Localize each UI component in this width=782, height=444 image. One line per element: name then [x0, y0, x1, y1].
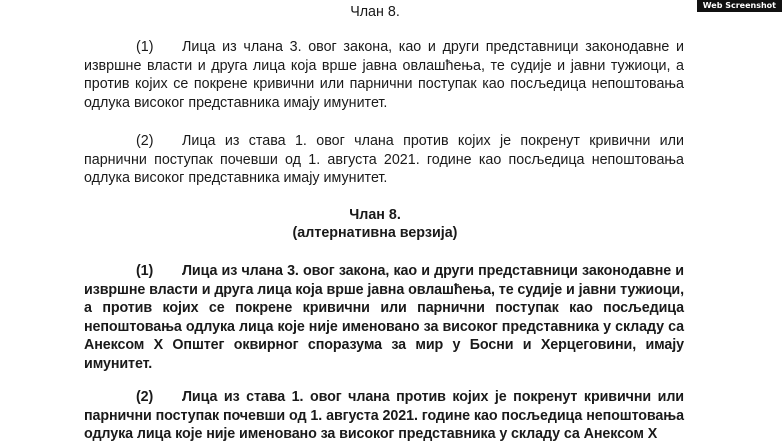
article-paragraph-2 [84, 132, 684, 188]
web-screenshot-badge: Web Screenshot [697, 0, 782, 12]
paragraph-number: (2) [136, 133, 154, 149]
alt-article-title: Члан 8. [349, 207, 401, 223]
alt-article-subtitle: (алтернативна верзија) [292, 225, 458, 241]
paragraph-text: Лица из става 1. овог члана против којих је покренут кривични или парнични поступак почевши од 1. августа 2021. године као посљедица непоштовања одлука лица које није именовано за високог представника у складу са Анексом Х [84, 389, 684, 443]
alt-article-paragraph-2 [84, 388, 684, 444]
paragraph-text: Лица из члана 3. овог закона, као и други представници законодавне и извршне власти и друга лица која врше јавна овлашћења, те судије и јавни тужиоци, а против којих се покрене кривични или парнични поступак као посљедица непоштовања одлука високог представника имају имунитет. [84, 39, 684, 111]
article-title: Члан 8. [350, 4, 400, 20]
paragraph-number: (1) [136, 263, 154, 279]
paragraph-text: Лица из става 1. овог члана против којих је покренут кривични или парнични поступак почевши од 1. августа 2021. године као посљедица непоштовања одлука високог представника имају имунитет. [84, 133, 684, 187]
paragraph-number: (2) [136, 389, 154, 405]
article-paragraph-1 [84, 38, 684, 112]
paragraph-text: Лица из члана 3. овог закона, као и други представници законодавне и извршне власти и друга лица која врше јавна овлашћења, те судије и јавни тужиоци, а против којих се покрене кривични или парнични поступак као посљедица непоштовања одлука лица које није именовано за високог представника у складу са Анексом Х Општег оквирног споразума за мир у Босни и Херцеговини, имају имунитет. [84, 263, 684, 372]
alt-article-paragraph-1 [84, 262, 684, 374]
paragraph-number: (1) [136, 39, 154, 55]
